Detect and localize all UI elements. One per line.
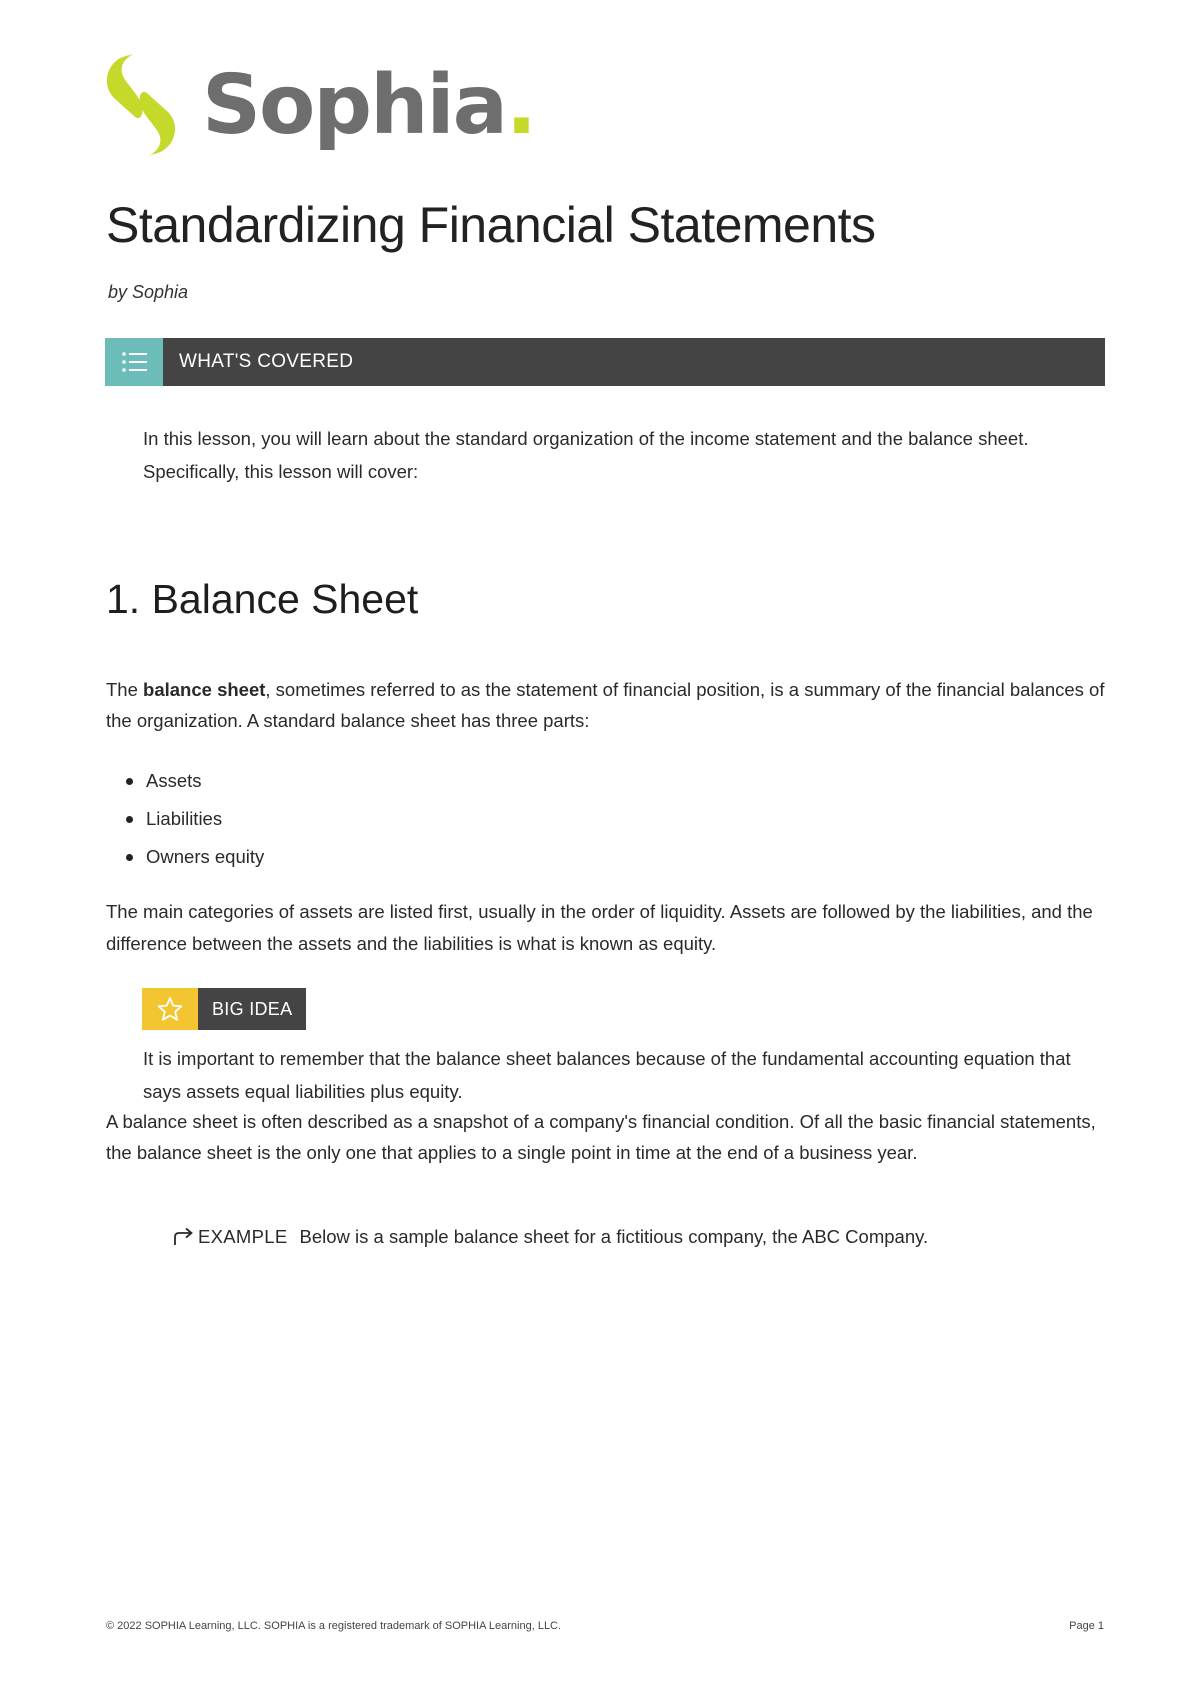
- balance-sheet-parts-list: [106, 762, 264, 876]
- byline: by Sophia: [108, 282, 189, 302]
- list-item: Assets: [106, 762, 264, 800]
- section-heading: 1. Balance Sheet: [106, 576, 419, 622]
- sophia-wordmark: Sophia.: [202, 58, 536, 153]
- example-text: Below is a sample balance sheet for a fictitious company, the ABC Company.: [299, 1226, 929, 1247]
- star-icon: [142, 988, 198, 1030]
- page-number: Page 1: [1069, 1620, 1104, 1632]
- arrow-icon: [172, 1227, 194, 1247]
- big-idea-label: BIG IDEA: [198, 988, 306, 1030]
- balance-sheet-definition: The balance sheet, sometimes referred to as the statement of financial position, is a summary of the financial balances of the organization. A standard balance sheet has three parts:: [106, 679, 1105, 731]
- snapshot-paragraph: A balance sheet is often described as a snapshot of a company's financial condition. Of all the basic financial statements, the balance sheet is the only one that applies to a single point in time at the end of a business year.: [106, 1111, 1096, 1163]
- list-item: Liabilities: [106, 800, 264, 838]
- assets-paragraph: The main categories of assets are listed first, usually in the order of liquidity. Assets are followed by the liabilities, and the difference between the assets and the liabilities is what is known as equity.: [106, 901, 1093, 954]
- whats-covered-label: WHAT'S COVERED: [179, 351, 354, 372]
- list-icon: [105, 338, 163, 386]
- big-idea-text: It is important to remember that the balance sheet balances because of the fundamental accounting equation that says assets equal liabilities plus equity.: [143, 1048, 1071, 1102]
- example-callout: [172, 1226, 928, 1248]
- big-idea-header: [142, 988, 306, 1030]
- bullet-icon: [126, 778, 133, 785]
- sophia-logo-icon: [104, 54, 178, 158]
- list-item: Owners equity: [106, 838, 264, 876]
- intro-text: In this lesson, you will learn about the standard organization of the income statement and the balance sheet. Specifically, this lesson will cover:: [143, 428, 1029, 482]
- bullet-icon: [126, 816, 133, 823]
- term-balance-sheet: balance sheet: [143, 679, 266, 700]
- bullet-icon: [126, 854, 133, 861]
- example-label: EXAMPLE: [198, 1226, 288, 1247]
- footer-copyright: © 2022 SOPHIA Learning, LLC. SOPHIA is a registered trademark of SOPHIA Learning, LLC.: [106, 1620, 562, 1632]
- page-title: Standardizing Financial Statements: [106, 197, 876, 253]
- whats-covered-bar: [105, 338, 1105, 386]
- sophia-logo: [104, 54, 535, 158]
